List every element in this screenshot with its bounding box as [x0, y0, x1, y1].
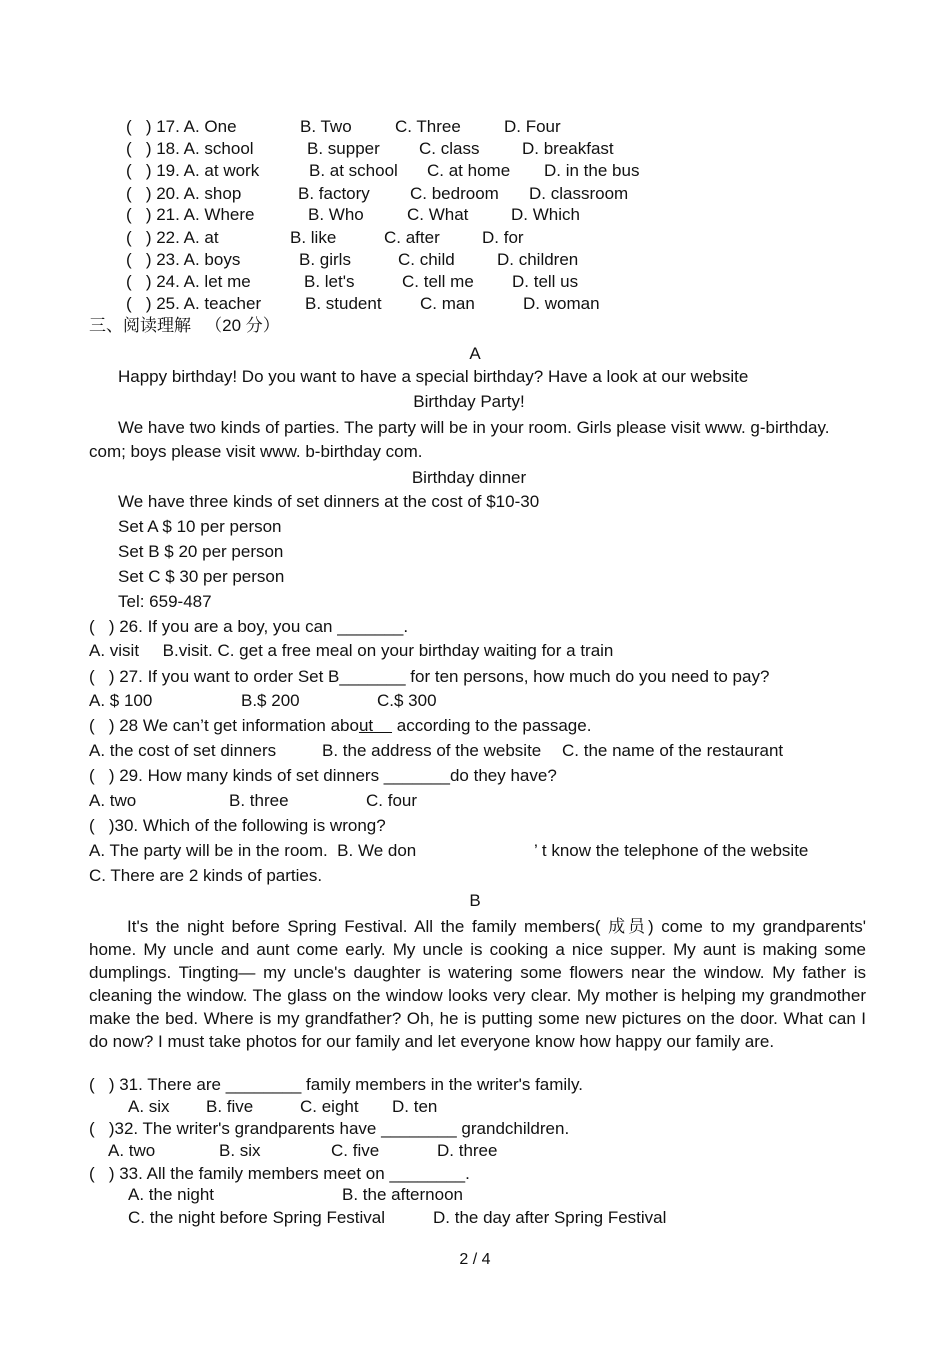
option-b: B. Two [300, 117, 352, 136]
option-b: B. five [206, 1097, 254, 1116]
option-b: B. girls [299, 250, 351, 269]
question-28 [89, 716, 591, 736]
option-b: B. the afternoon [342, 1185, 463, 1204]
option-d: D. classroom [529, 184, 629, 203]
passage-label: B [469, 891, 481, 910]
option-c: C. five [331, 1141, 380, 1160]
question-26: ( ) 26. If you are a boy, you can _______. [89, 617, 409, 636]
question-17: ( ) 17. A. One [126, 117, 237, 136]
option-d: D. for [482, 228, 524, 247]
option-b: B.$ 200 [241, 691, 300, 710]
option-c: C.$ 300 [377, 691, 437, 710]
option-c: C. man [420, 294, 475, 313]
question-20: ( ) 20. A. shop [126, 184, 242, 203]
question-25: ( ) 25. A. teacher [126, 294, 262, 313]
option-c: C. after [384, 228, 440, 247]
option-b: B. supper [307, 139, 380, 158]
page-number: 2 / 4 [459, 1251, 491, 1268]
option-d: D. woman [523, 294, 600, 313]
option-c: C. There are 2 kinds of parties. [89, 866, 323, 885]
question-24: ( ) 24. A. let me [126, 272, 251, 291]
option-d: D. children [497, 250, 579, 269]
option-c: C. bedroom [410, 184, 499, 203]
dinner-intro: We have three kinds of set dinners at the cost of $10-30 [118, 492, 540, 511]
question-21: ( ) 21. A. Where [126, 205, 255, 224]
option-b: B. Who [308, 205, 364, 224]
party-heading: Birthday Party! [413, 392, 525, 411]
question-18: ( ) 18. A. school [126, 139, 254, 158]
option-a-b: A. The party will be in the room. B. We don [89, 841, 417, 860]
question-23: ( ) 23. A. boys [126, 250, 241, 269]
option-a: A. the night [128, 1185, 215, 1204]
option-d: D. Which [511, 205, 580, 224]
set-c-price: Set C $ 30 per person [118, 567, 285, 586]
option-d: D. breakfast [522, 139, 614, 158]
question-28-text: ( ) 28 We can’t get information abo [89, 716, 359, 735]
set-a-price: Set A $ 10 per person [118, 517, 282, 536]
option-b: B. three [229, 791, 289, 810]
option-b: B. at school [309, 161, 398, 180]
party-text-line-2: com; boys please visit www. b-birthday com. [89, 442, 423, 461]
question-31: ( ) 31. There are ________ family members in the writer's family. [89, 1075, 583, 1094]
telephone: Tel: 659-487 [118, 592, 212, 611]
option-d: D. the day after Spring Festival [433, 1208, 667, 1227]
option-a: A. two [108, 1141, 156, 1160]
option-c: C. What [407, 205, 469, 224]
option-c: C. tell me [402, 272, 474, 291]
question-27: ( ) 27. If you want to order Set B_______ for ten persons, how much do you need to pay? [89, 667, 770, 686]
question-30: ( )30. Which of the following is wrong? [89, 816, 386, 835]
question-28-blank: ut [358, 716, 393, 735]
option-c: C. Three [395, 117, 461, 136]
option-c: C. class [419, 139, 480, 158]
passage-b-text: It's the night before Spring Festival. All the family members( 成员) come to my grandparents' home. My uncle and aunt come early. My uncle is cooking a nice supper. My aunt is making some dumplings. Tingting— my uncle's daughter is watering some flowers near the window. My father is cleaning the window. The glass on the window looks very clear. My mother is helping my grandmother make the bed. Where is my grandfather? Oh, he is putting some new pictures on the door. What can I do now? I must take photos for our family and let everyone know how happy our family are. [89, 917, 866, 1051]
question-28-tail: according to the passage. [392, 716, 592, 735]
option-b: B. factory [298, 184, 370, 203]
section-heading: 三、阅读理解 （20 分） [89, 316, 280, 335]
option-d: D. Four [504, 117, 561, 136]
passage-label: A [469, 344, 481, 363]
option-b-tail: ’ t know the telephone of the website [534, 841, 809, 860]
option-d: D. ten [392, 1097, 438, 1116]
option-c: C. at home [427, 161, 511, 180]
option-d: D. three [437, 1141, 498, 1160]
option-a: A. six [128, 1097, 170, 1116]
option-a: A. two [89, 791, 137, 810]
option-c: C. the name of the restaurant [562, 741, 784, 760]
passage-intro: Happy birthday! Do you want to have a special birthday? Have a look at our website [118, 367, 749, 386]
question-19: ( ) 19. A. at work [126, 161, 260, 180]
question-33: ( ) 33. All the family members meet on ________. [89, 1164, 470, 1183]
set-b-price: Set B $ 20 per person [118, 542, 284, 561]
party-text-line-1: We have two kinds of parties. The party will be in your room. Girls please visit www. g-birthday. [118, 418, 830, 437]
dinner-heading: Birthday dinner [411, 468, 527, 487]
option-d: D. tell us [512, 272, 579, 291]
question-22: ( ) 22. A. at [126, 228, 219, 247]
option-b: B. six [219, 1141, 261, 1160]
option-b: B. like [290, 228, 337, 247]
option-a: A. $ 100 [89, 691, 153, 710]
option-c: C. the night before Spring Festival [128, 1208, 386, 1227]
question-32: ( )32. The writer's grandparents have ________ grandchildren. [89, 1119, 570, 1138]
question-26-options: A. visit B.visit. C. get a free meal on your birthday waiting for a train [89, 641, 614, 660]
option-a: A. the cost of set dinners [89, 741, 277, 760]
option-c: C. four [366, 791, 418, 810]
option-c: C. child [398, 250, 455, 269]
option-d: D. in the bus [544, 161, 640, 180]
option-c: C. eight [300, 1097, 359, 1116]
option-b: B. student [305, 294, 382, 313]
option-b: B. let's [304, 272, 355, 291]
question-29: ( ) 29. How many kinds of set dinners _______do they have? [89, 766, 557, 785]
option-b: B. the address of the website [322, 741, 542, 760]
